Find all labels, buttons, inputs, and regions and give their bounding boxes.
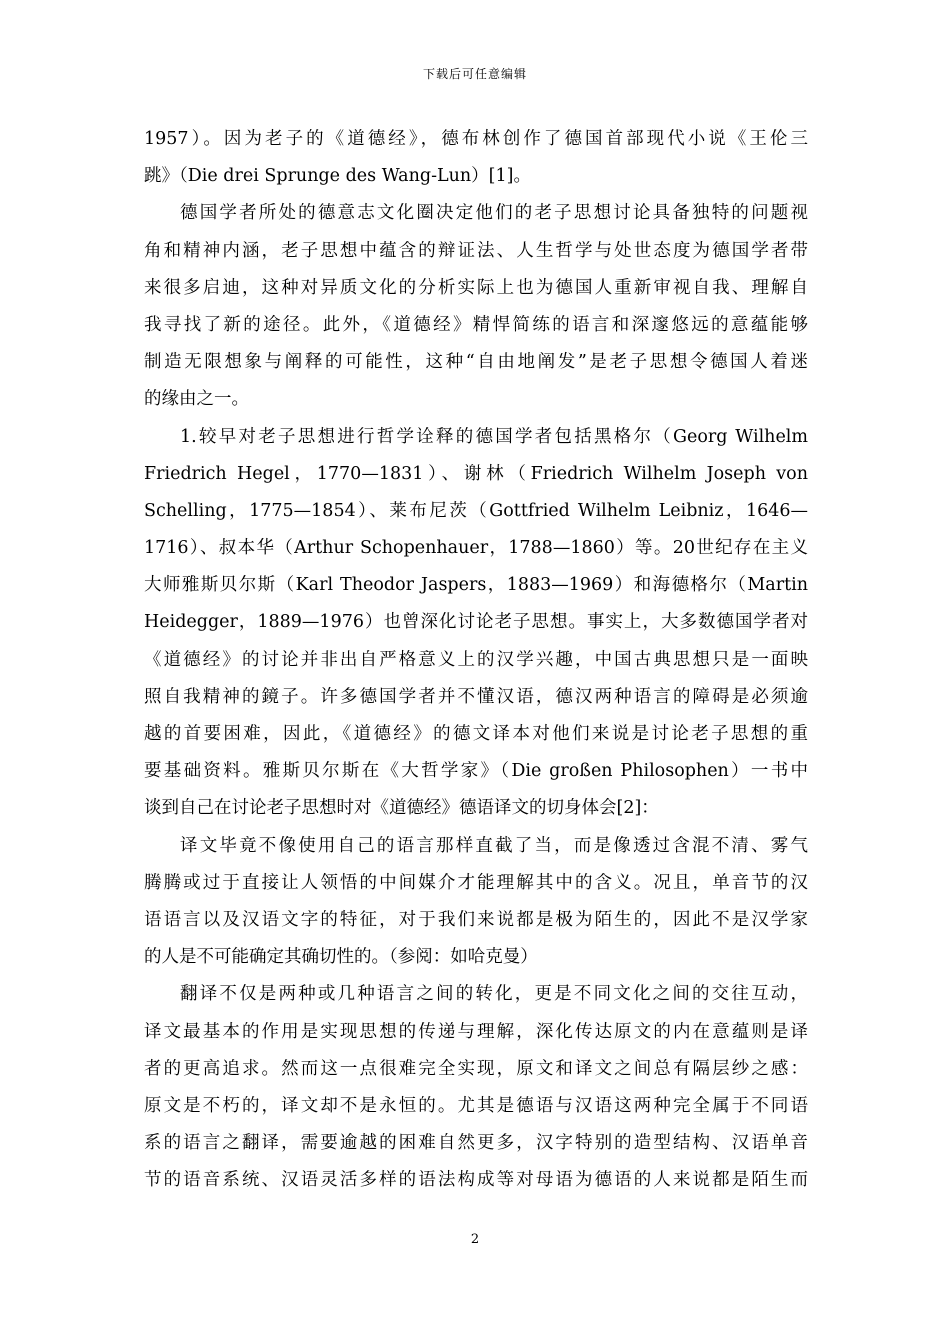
text-line: 跳》（Die drei Sprunge des Wang-Lun）[1]。 — [144, 166, 531, 187]
text-line: 的缘由之一。 — [144, 389, 249, 410]
paragraph-start-line: 1.较早对老子思想进行哲学诠释的德国学者包括黑格尔（Georg Wilhelm — [180, 426, 808, 447]
page-number: 2 — [470, 1232, 480, 1247]
text-line: Friedrich Hegel，1770—1831）、谢林（Friedrich Wilhelm Joseph von — [144, 463, 808, 484]
text-line: 《道德经》的讨论并非出自严格意义上的汉学兴趣，中国古典思想只是一面映 — [144, 649, 808, 670]
text-line: 译文最基本的作用是实现思想的传递与理解，深化传达原文的内在意蕴则是译 — [144, 1021, 808, 1042]
text-line: Heidegger，1889—1976）也曾深化讨论老子思想。事实上，大多数德国学者对 — [144, 612, 808, 633]
text-line: Schelling，1775—1854）、莱布尼茨（Gottfried Wilhelm Leibniz，1646— — [144, 500, 808, 521]
text-line: 制造无限想象与阐释的可能性，这种“自由地阐发”是老子思想令德国人着迷 — [144, 352, 808, 373]
quote-line: 语语言以及汉语文字的特征，对于我们来说都是极为陌生的，因此不是汉学家 — [144, 909, 808, 930]
text-line: 原文是不朽的，译文却不是永恒的。尤其是德语与汉语这两种完全属于不同语 — [144, 1095, 808, 1116]
text-line: 节的语音系统、汉语灵活多样的语法构成等对母语为德语的人来说都是陌生而 — [144, 1170, 808, 1191]
text-line: 越的首要困难，因此，《道德经》的德文译本对他们来说是讨论老子思想的重 — [144, 724, 808, 744]
paragraph-start-line: 翻译不仅是两种或几种语言之间的转化，更是不同文化之间的交往互动， — [180, 984, 808, 1005]
text-line: 照自我精神的鏡子。许多德国学者并不懂汉语，德汉两种语言的障碍是必须逾 — [144, 686, 808, 707]
text-line: 1957）。因为老子的《道德经》，德布林创作了德国首部现代小说《王伦三 — [144, 129, 808, 149]
quote-start-line: 译文毕竟不像使用自己的语言那样直截了当，而是像透过含混不清、雾气 — [180, 835, 808, 856]
text-line: 要基础资料。雅斯贝尔斯在《大哲学家》（Die großen Philosophen）一书中 — [144, 761, 808, 782]
text-line: 系的语言之翻译，需要逾越的困难自然更多，汉字特别的造型结构、汉语单音 — [144, 1133, 808, 1154]
text-line: 1716）、叔本华（Arthur Schopenhauer，1788—1860）等。20世纪存在主义 — [144, 538, 808, 559]
text-line: 角和精神内涵，老子思想中蕴含的辩证法、人生哲学与处世态度为德国学者带 — [144, 240, 808, 261]
text-line: 我寻找了新的途径。此外，《道德经》精悍简练的语言和深邃悠远的意蕴能够 — [144, 314, 808, 335]
text-line: 者的更高追求。然而这一点很难完全实现，原文和译文之间总有隔层纱之感： — [144, 1058, 808, 1079]
quote-line: 腾腾或过于直接让人领悟的中间媒介才能理解其中的含义。况且，单音节的汉 — [144, 872, 808, 893]
document-body — [144, 121, 808, 1199]
text-line: 来很多启迪，这种对异质文化的分析实际上也为德国人重新审视自我、理解自 — [144, 277, 808, 298]
quote-line: 的人是不可能确定其确切性的。（参阅：如哈克曼） — [144, 947, 538, 968]
text-line: 谈到自己在讨论老子思想时对《道德经》德语译文的切身体会[2]： — [144, 798, 659, 819]
paragraph-start-line: 德国学者所处的德意志文化圈决定他们的老子思想讨论具备独特的问题视 — [180, 203, 808, 224]
page-header: 下载后可任意编辑 — [422, 67, 527, 81]
text-line: 大师雅斯贝尔斯（Karl Theodor Jaspers，1883—1969）和海德格尔（Martin — [144, 575, 808, 596]
